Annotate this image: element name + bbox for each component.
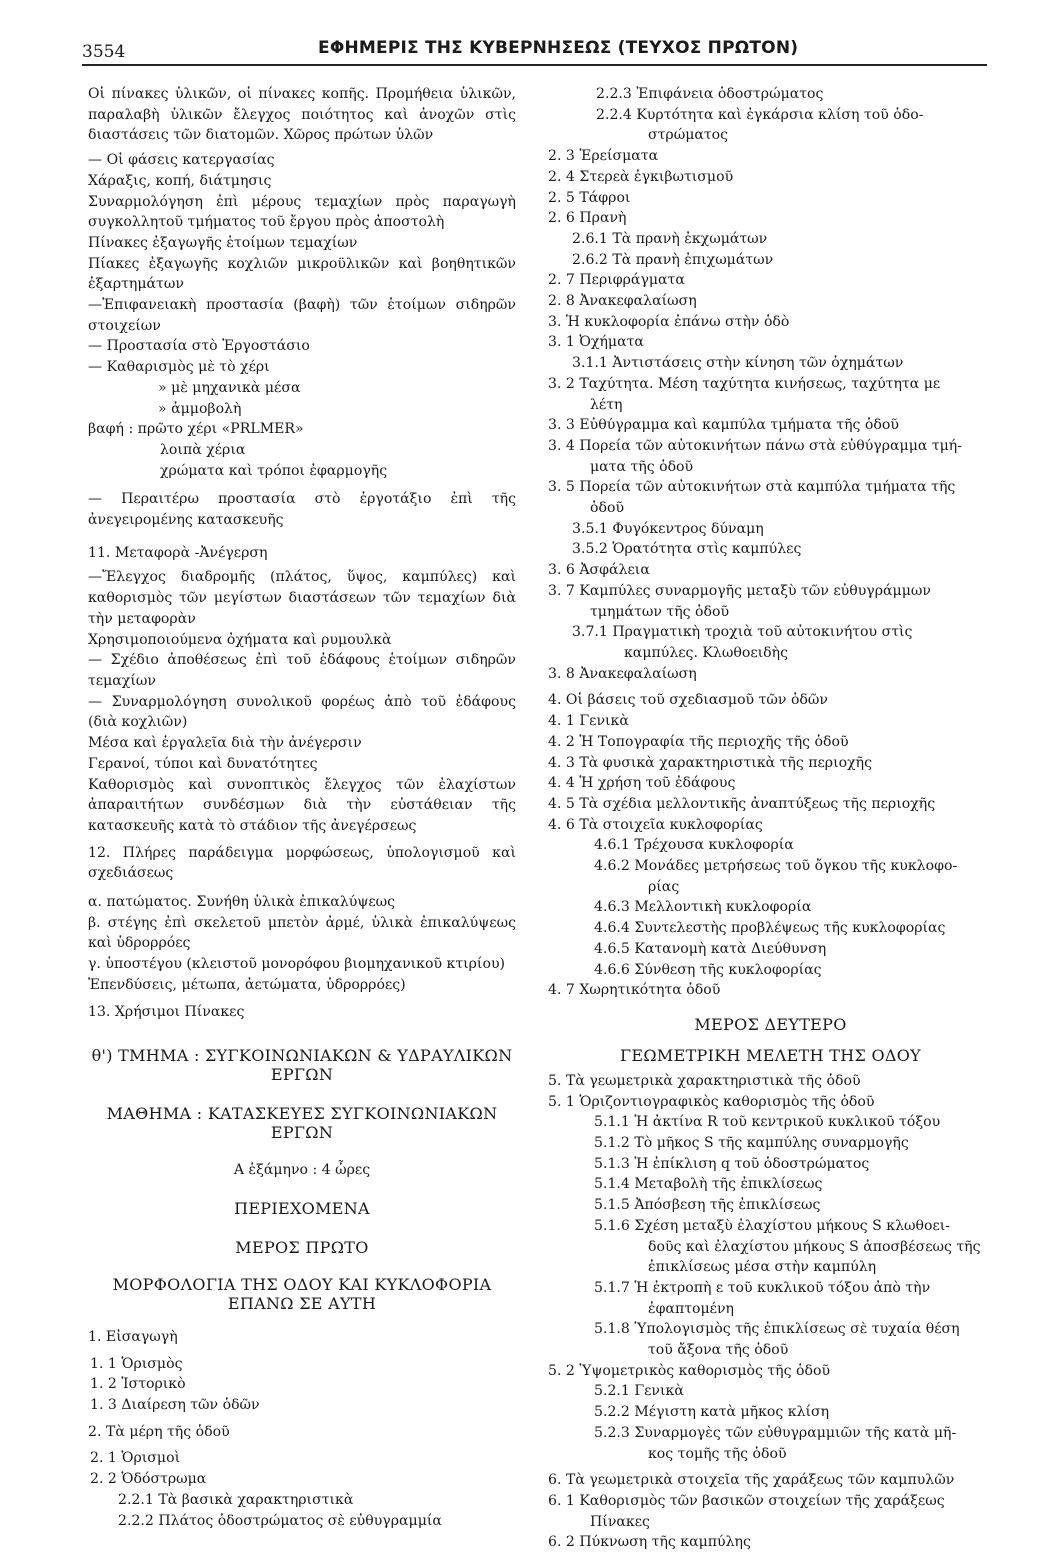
- toc-item: 2.6.2 Τὰ πρανὴ ἐπιχωμάτων: [572, 251, 774, 268]
- paragraph: Καθορισμὸς καὶ συνοπτικὸς ἔλεγχος τῶν ἐλαχίστων ἀπαραιτήτων συνδέσμων διὰ τὴν εὐστάθειαν τῆς κατασκευῆς κατὰ τὸ στάδιον τῆς ἀνεγέρσεως: [88, 776, 516, 834]
- toc-item: 3.1.1 Ἀντιστάσεις στὴν κίνηση τῶν ὀχημάτων: [572, 355, 904, 372]
- section-heading: 11. Μεταφορὰ -Ἀνέγερση: [88, 544, 268, 561]
- section-heading: 13. Χρήσιμοι Πίνακες: [88, 1003, 245, 1020]
- list-item: α. πατώματος. Συνήθη ὑλικὰ ἐπικαλύψεως: [88, 894, 396, 911]
- toc-item: ματα τῆς ὁδοῦ: [590, 458, 694, 475]
- toc-item: 4.6.1 Τρέχουσα κυκλοφορία: [594, 837, 794, 854]
- course-heading: ΜΑΘΗΜΑ : ΚΑΤΑΣΚΕΥΕΣ ΣΥΓΚΟΙΝΩΝΙΑΚΩΝ ΕΡΓΩΝ: [106, 1104, 498, 1143]
- toc-item: 4. 5 Τὰ σχέδια μελλοντικῆς ἀναπτύξεως τῆς περιοχῆς: [548, 795, 936, 812]
- list-item: » ἀμμοβολὴ: [158, 400, 242, 417]
- toc-item: 4. 3 Τὰ φυσικὰ χαρακτηριστικὰ τῆς περιοχῆς: [548, 754, 872, 771]
- toc-item: 6. 1 Καθορισμὸς τῶν βασικῶν στοιχείων τῆς χαράξεως: [548, 1493, 945, 1509]
- paragraph: —Ἐπιφανειακὴ προστασία (βαφὴ) τῶν ἑτοίμων σιδηρῶν στοιχείων: [88, 297, 516, 334]
- toc-item: 3.7.1 Πραγματικὴ τροχιὰ τοῦ αὐτοκινήτου στὶς: [572, 624, 913, 641]
- toc-item: 2. 7 Περιφράγματα: [548, 272, 685, 289]
- list-item: Πίνακες ἐξαγωγῆς ἑτοίμων τεμαχίων: [88, 234, 358, 251]
- toc-item: 1. Εἰσαγωγὴ: [88, 1328, 178, 1345]
- list-item: » μὲ μηχανικὰ μέσα: [158, 379, 301, 396]
- toc-item: 3.5.1 Φυγόκεντρος δύναμη: [572, 520, 764, 537]
- toc-item: 3.5.2 Ὁρατότητα στὶς καμπύλες: [572, 541, 802, 558]
- toc-item: 5.1.7 Ἡ ἐκτροπὴ ε τοῦ κυκλικοῦ τόξου ἀπὸ τὴν: [594, 1279, 931, 1296]
- paragraph: β. στέγης ἐπὶ σκελετοῦ μπετὸν ἀρμέ, ὑλικὰ ἐπικαλύψεως καὶ ὑδρορρόες: [88, 914, 516, 952]
- toc-item: 2. 6 Πρανὴ: [548, 210, 627, 227]
- toc-item: 5. 1 Ὁριζοντιογραφικὸς καθορισμὸς τῆς ὁδοῦ: [548, 1093, 875, 1110]
- toc-item: 5.1.5 Ἀπόσβεση τῆς ἐπικλίσεως: [594, 1197, 821, 1214]
- toc-item: 4.6.3 Μελλοντικὴ κυκλοφορία: [594, 899, 812, 916]
- header-rule: [82, 64, 987, 66]
- toc-item: 5.1.1 Ἡ ἀκτίνα R τοῦ κεντρικοῦ κυκλικοῦ τόξου: [594, 1114, 941, 1131]
- paragraph: — Σχέδιο ἀποθέσεως ἐπὶ τοῦ ἐδάφους ἑτοίμων σιδηρῶν τεμαχίων: [88, 652, 516, 689]
- paragraph: γ. ὑποστέγου (κλειστοῦ μονορόφου βιομηχανικοῦ κτιρίου): [88, 956, 506, 973]
- toc-item: 5. Τὰ γεωμετρικὰ χαρακτηριστικὰ τῆς ὁδοῦ: [548, 1072, 861, 1089]
- list-item: — Προστασία στὸ Ἐργοστάσιο: [88, 338, 310, 355]
- toc-item: 5.2.3 Συναρμογὲς τῶν εὐθυγραμμιῶν τῆς κατὰ μῆ-: [594, 1424, 957, 1441]
- left-column: [88, 84, 516, 1531]
- toc-item: τοῦ ἄξονα τῆς ὁδοῦ: [648, 1342, 789, 1359]
- toc-item: 5.1.3 Ἡ ἐπίκλιση q τοῦ ὁδοστρώματος: [594, 1155, 870, 1172]
- paragraph: Συναρμολόγηση ἐπὶ μέρους τεμαχίων πρὸς παραγωγὴ συγκολλητοῦ τμήματος τοῦ ἔργου πρὸς ἀποστολὴ: [88, 193, 516, 231]
- toc-item: 5. 2 Ὑψομετρικὸς καθορισμὸς τῆς ὁδοῦ: [548, 1362, 831, 1379]
- toc-item: 3. 5 Πορεία τῶν αὐτοκινήτων στὰ καμπύλα τμήματα τῆς: [548, 479, 956, 496]
- paragraph: — Συναρμολόγηση συνολικοῦ φορέως ἀπὸ τοῦ ἐδάφους (διὰ κοχλιῶν): [88, 693, 516, 731]
- toc-item: 2. 2 Ὁδόστρωμα: [90, 1471, 207, 1488]
- list-item: Μέσα καὶ ἐργαλεῖα διὰ τὴν ἀνέγερσιν: [88, 735, 362, 752]
- toc-item: 5.1.6 Σχέση μεταξὺ ἐλαχίστου μήκους S κλωθοει-: [594, 1217, 951, 1234]
- paragraph: Πίακες ἐξαγωγῆς κοχλιῶν μικροϋλικῶν καὶ βοηθητικῶν ἐξαρτημάτων: [88, 255, 516, 293]
- paragraph: — Περαιτέρω προστασία στὸ ἐργοτάξιο ἐπὶ τῆς ἀνεγειρομένης κατασκευῆς: [88, 491, 516, 529]
- contents-heading: ΠΕΡΙΕΧΟΜΕΝΑ: [234, 1198, 370, 1218]
- toc-item: 4.6.2 Μονάδες μετρήσεως τοῦ ὄγκου τῆς κυκλοφο-: [594, 858, 958, 875]
- list-item: βαφή : πρῶτο χέρι «PRLMER»: [88, 421, 304, 438]
- toc-item: 1. 2 Ἱστορικὸ: [90, 1376, 186, 1393]
- toc-item: ὁδοῦ: [590, 500, 625, 517]
- toc-item: 3. Ἡ κυκλοφορία ἐπάνω στὴν ὁδὸ: [548, 313, 790, 330]
- list-item: Ἐπενδύσεις, μέτωπα, ἀετώματα, ὑδρορρόες): [88, 976, 406, 993]
- toc-item: 4.6.4 Συντελεστὴς προβλέψεως τῆς κυκλοφορίας: [594, 920, 946, 937]
- toc-item: 6. 2 Πύκνωση τῆς καμπύλης: [548, 1534, 751, 1551]
- toc-item: 2.2.1 Τὰ βασικὰ χαρακτηριστικὰ: [118, 1491, 354, 1508]
- toc-item: 1. 3 Διαίρεση τῶν ὁδῶν: [90, 1397, 260, 1414]
- toc-item: 3. 3 Εὐθύγραμμα καὶ καμπύλα τμήματα τῆς ὁδοῦ: [548, 417, 899, 434]
- toc-item: 2. Τὰ μέρη τῆς ὁδοῦ: [88, 1423, 230, 1440]
- toc-item: Πίνακες: [590, 1513, 650, 1530]
- toc-item: 2. 8 Ἀνακεφαλαίωση: [548, 293, 697, 310]
- part-heading: ΜΕΡΟΣ ΠΡΩΤΟ: [235, 1237, 369, 1257]
- toc-item: δοῦς καὶ ἐλαχίστου μήκους S ἀποσβέσεως τῆς: [648, 1238, 981, 1255]
- list-item: λοιπὰ χέρια: [160, 441, 246, 458]
- toc-item: 4. 4 Ἡ χρήση τοῦ ἐδάφους: [548, 775, 736, 792]
- part-title: ΓΕΩΜΕΤΡΙΚΗ ΜΕΛΕΤΗ ΤΗΣ ΟΔΟΥ: [619, 1045, 922, 1065]
- right-column: [548, 84, 993, 1553]
- toc-item: ἐφαπτομένη: [648, 1300, 734, 1317]
- toc-item: 4. 2 Ἡ Τοπογραφία τῆς περιοχῆς τῆς ὁδοῦ: [548, 733, 849, 750]
- toc-item: 3. 6 Ἀσφάλεια: [548, 562, 650, 579]
- toc-item: 1. 1 Ὁρισμὸς: [90, 1355, 183, 1372]
- paragraph: —Ἔλεγχος διαδρομῆς (πλάτος, ὕψος, καμπύλες) καὶ καθορισμὸς τῶν μεγίστων διαστάσεων τῶν τεμαχίων διὰ τὴν μεταφορὰν: [88, 569, 516, 627]
- list-item: Χρησιμοποιούμενα ὀχήματα καὶ ρυμουλκὰ: [88, 631, 392, 648]
- section-heading: 12. Πλήρες παράδειγμα μορφώσεως, ὑπολογισμοῦ καὶ σχεδιάσεως: [88, 844, 516, 882]
- page-number: 3554: [82, 42, 126, 62]
- toc-item: 2.2.4 Κυρτότητα καὶ ἐγκάρσια κλίση τοῦ ὁδο-: [596, 106, 924, 123]
- toc-item: 4. 1 Γενικὰ: [548, 713, 629, 730]
- toc-item: 2. 5 Τάφροι: [548, 189, 631, 206]
- department-heading: θ') ΤΜΗΜΑ : ΣΥΓΚΟΙΝΩΝΙΑΚΩΝ & ΥΔΡΑΥΛΙΚΩΝ ΕΡΓΩΝ: [91, 1046, 513, 1085]
- semester-line: Α ἑξάμηνο : 4 ὧρες: [233, 1162, 371, 1179]
- running-head: ΕΦΗΜΕΡΙΣ ΤΗΣ ΚΥΒΕΡΝΗΣΕΩΣ (ΤΕΥΧΟΣ ΠΡΩΤΟΝ): [318, 38, 799, 58]
- list-item: χρώματα καὶ τρόποι ἐφαρμογῆς: [160, 462, 388, 479]
- toc-item: 4. 7 Χωρητικότητα ὁδοῦ: [548, 982, 721, 999]
- toc-item: 5.2.1 Γενικὰ: [594, 1383, 684, 1400]
- toc-item: 5.1.4 Μεταβολὴ τῆς ἐπικλίσεως: [594, 1176, 823, 1193]
- list-item: Χάραξις, κοπή, διάτμησις: [88, 172, 272, 189]
- toc-item: 5.1.8 Ὑπολογισμὸς τῆς ἐπικλίσεως σὲ τυχαία θέση: [594, 1321, 960, 1338]
- list-item: — Καθαρισμὸς μὲ τὸ χέρι: [88, 359, 270, 376]
- toc-item: λέτη: [590, 396, 623, 413]
- toc-item: 2.2.3 Ἐπιφάνεια ὁδοστρώματος: [596, 86, 824, 102]
- toc-item: καμπύλες. Κλωθοειδὴς: [624, 644, 788, 661]
- toc-item: τμημάτων τῆς ὁδοῦ: [590, 603, 730, 620]
- toc-item: 2. 3 Ἐρείσματα: [548, 148, 659, 165]
- toc-item: 2. 1 Ὁρισμοὶ: [90, 1450, 181, 1467]
- list-item: Γερανοί, τύποι καὶ δυνατότητες: [88, 755, 318, 772]
- toc-item: 2. 4 Στερεὰ ἐγκιβωτισμοῦ: [548, 168, 734, 185]
- toc-item: 3. 2 Ταχύτητα. Μέση ταχύτητα κινήσεως, ταχύτητα με: [548, 375, 941, 392]
- toc-item: 3. 1 Ὀχήματα: [548, 334, 644, 351]
- part-heading: ΜΕΡΟΣ ΔΕΥΤΕΡΟ: [694, 1014, 847, 1034]
- paragraph: Οἱ πίνακες ὑλικῶν, οἱ πίνακες κοπῆς. Προμήθεια ὑλικῶν, παραλαβὴ ὑλικῶν ἔλεγχος ποιότητος καὶ ἀνοχῶν στὶς διαστάσεις τῶν διατομῶν. Χῶρος πρώτων ὑλῶν: [88, 86, 516, 144]
- toc-item: 5.1.2 Τὸ μῆκος S τῆς καμπύλης συναρμογῆς: [594, 1135, 909, 1152]
- toc-item: 4.6.6 Σύνθεση τῆς κυκλοφορίας: [594, 961, 822, 978]
- toc-item: στρώματος: [648, 127, 729, 144]
- toc-item: 4. 6 Τὰ στοιχεῖα κυκλοφορίας: [548, 816, 763, 833]
- toc-item: 4. Οἱ βάσεις τοῦ σχεδιασμοῦ τῶν ὁδῶν: [548, 692, 828, 709]
- toc-item: 3. 7 Καμπύλες συναρμογῆς μεταξὺ τῶν εὐθυγράμμων: [548, 582, 931, 599]
- toc-item: ἐπικλίσεως μέσα στὴν καμπύλη: [648, 1259, 877, 1276]
- toc-item: ρίας: [648, 878, 680, 895]
- toc-item: 2.2.2 Πλάτος ὁδοστρώματος σὲ εὐθυγραμμία: [118, 1512, 442, 1529]
- toc-item: 2.6.1 Τὰ πρανὴ ἐκχωμάτων: [572, 230, 768, 247]
- list-item: — Οἱ φάσεις κατεργασίας: [88, 152, 275, 169]
- toc-item: 4.6.5 Κατανομὴ κατὰ Διεύθυνση: [594, 940, 827, 957]
- toc-item: κος τομῆς τῆς ὁδοῦ: [648, 1445, 787, 1462]
- toc-item: 5.2.2 Μέγιστη κατὰ μῆκος κλίση: [594, 1404, 830, 1421]
- toc-item: 3. 4 Πορεία τῶν αὐτοκινήτων πάνω στὰ εὐθύγραμμα τμή-: [548, 437, 963, 454]
- part-title: ΜΟΡΦΟΛΟΓΙΑ ΤΗΣ ΟΔΟΥ ΚΑΙ ΚΥΚΛΟΦΟΡΙΑ ΕΠΑΝΩ ΣΕ ΑΥΤΗ: [112, 1274, 492, 1313]
- toc-item: 6. Τὰ γεωμετρικὰ στοιχεῖα τῆς χαράξεως τῶν καμπυλῶν: [548, 1472, 955, 1489]
- toc-item: 3. 8 Ἀνακεφαλαίωση: [548, 665, 697, 682]
